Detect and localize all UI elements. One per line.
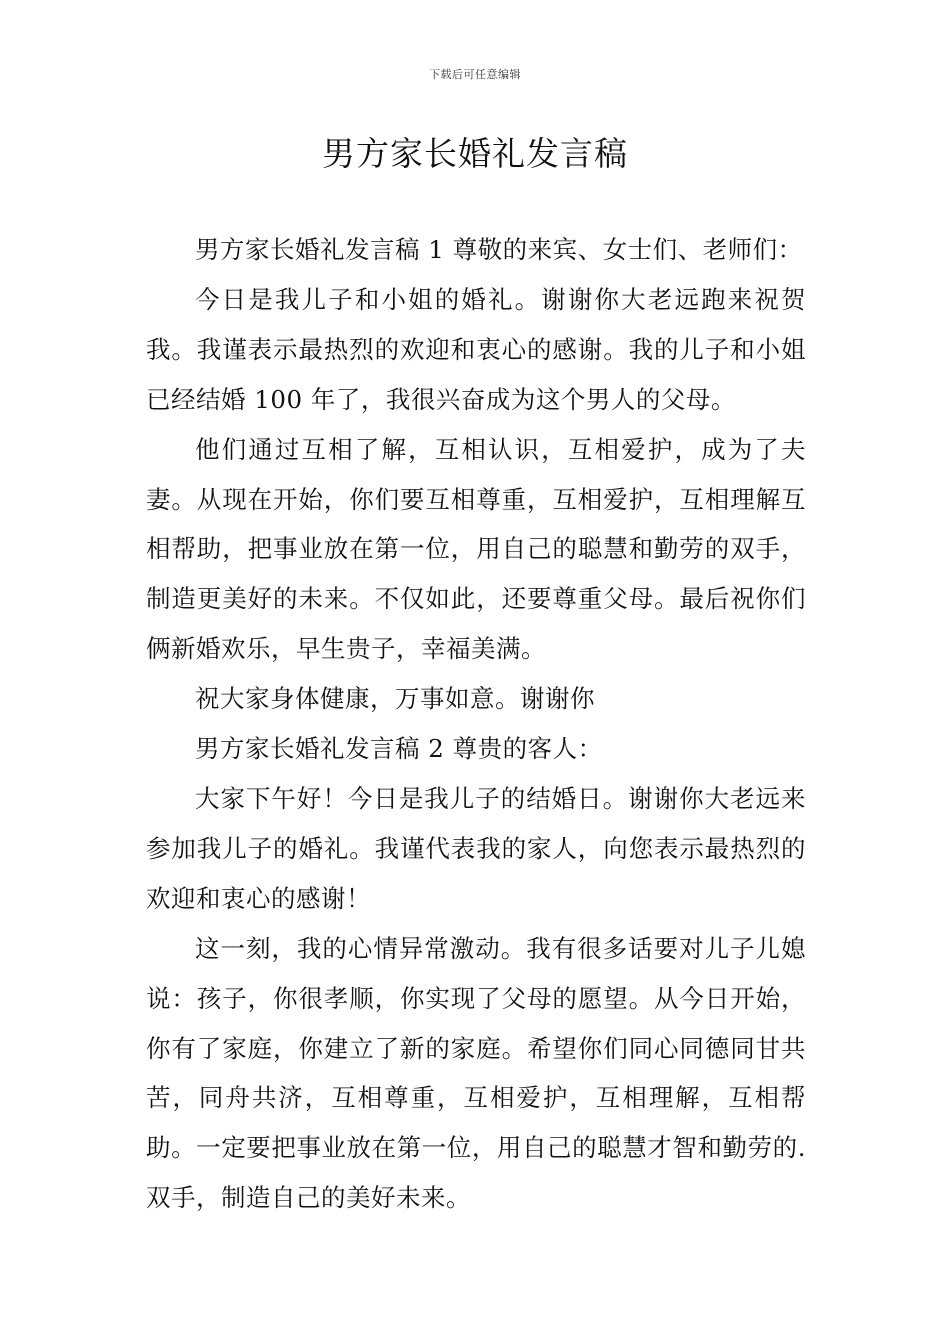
header-note: 下载后可任意编辑 [429,68,521,81]
paragraph: 这一刻，我的心情异常激动。我有很多话要对儿子儿媳说：孩子，你很孝顺，你实现了父母的愿望。从今日开始，你有了家庭，你建立了新的家庭。希望你们同心同德同甘共苦，同舟共济，互相尊重，互相爱护，互相理解，互相帮助。一定要把事业放在第一位，用自己的聪慧才智和勤劳的.双手，制造自己的美好未来。 [146,933,806,1213]
paragraph: 男方家长婚礼发言稿 1 尊敬的来宾、女士们、老师们： [195,235,803,264]
paragraph: 大家下午好！今日是我儿子的结婚日。谢谢你大老远来参加我儿子的婚礼。我谨代表我的家人，向您表示最热烈的欢迎和衷心的感谢！ [146,783,806,913]
paragraph: 祝大家身体健康，万事如意。谢谢你 [195,684,595,714]
paragraph: 今日是我儿子和小姐的婚礼。谢谢你大老远跑来祝贺我。我谨表示最热烈的欢迎和衷心的感谢。我的儿子和小姐已经结婚 100 年了，我很兴奋成为这个男人的父母。 [146,284,806,414]
paragraph: 他们通过互相了解，互相认识，互相爱护，成为了夫妻。从现在开始，你们要互相尊重，互相爱护，互相理解互相帮助，把事业放在第一位，用自己的聪慧和勤劳的双手，制造更美好的未来。不仅如此，还要尊重父母。最后祝你们俩新婚欢乐，早生贵子，幸福美满。 [146,434,806,664]
document-body [146,225,806,1223]
paragraph: 男方家长婚礼发言稿 2 尊贵的客人： [195,734,603,764]
document-title: 男方家长婚礼发言稿 [322,134,628,173]
